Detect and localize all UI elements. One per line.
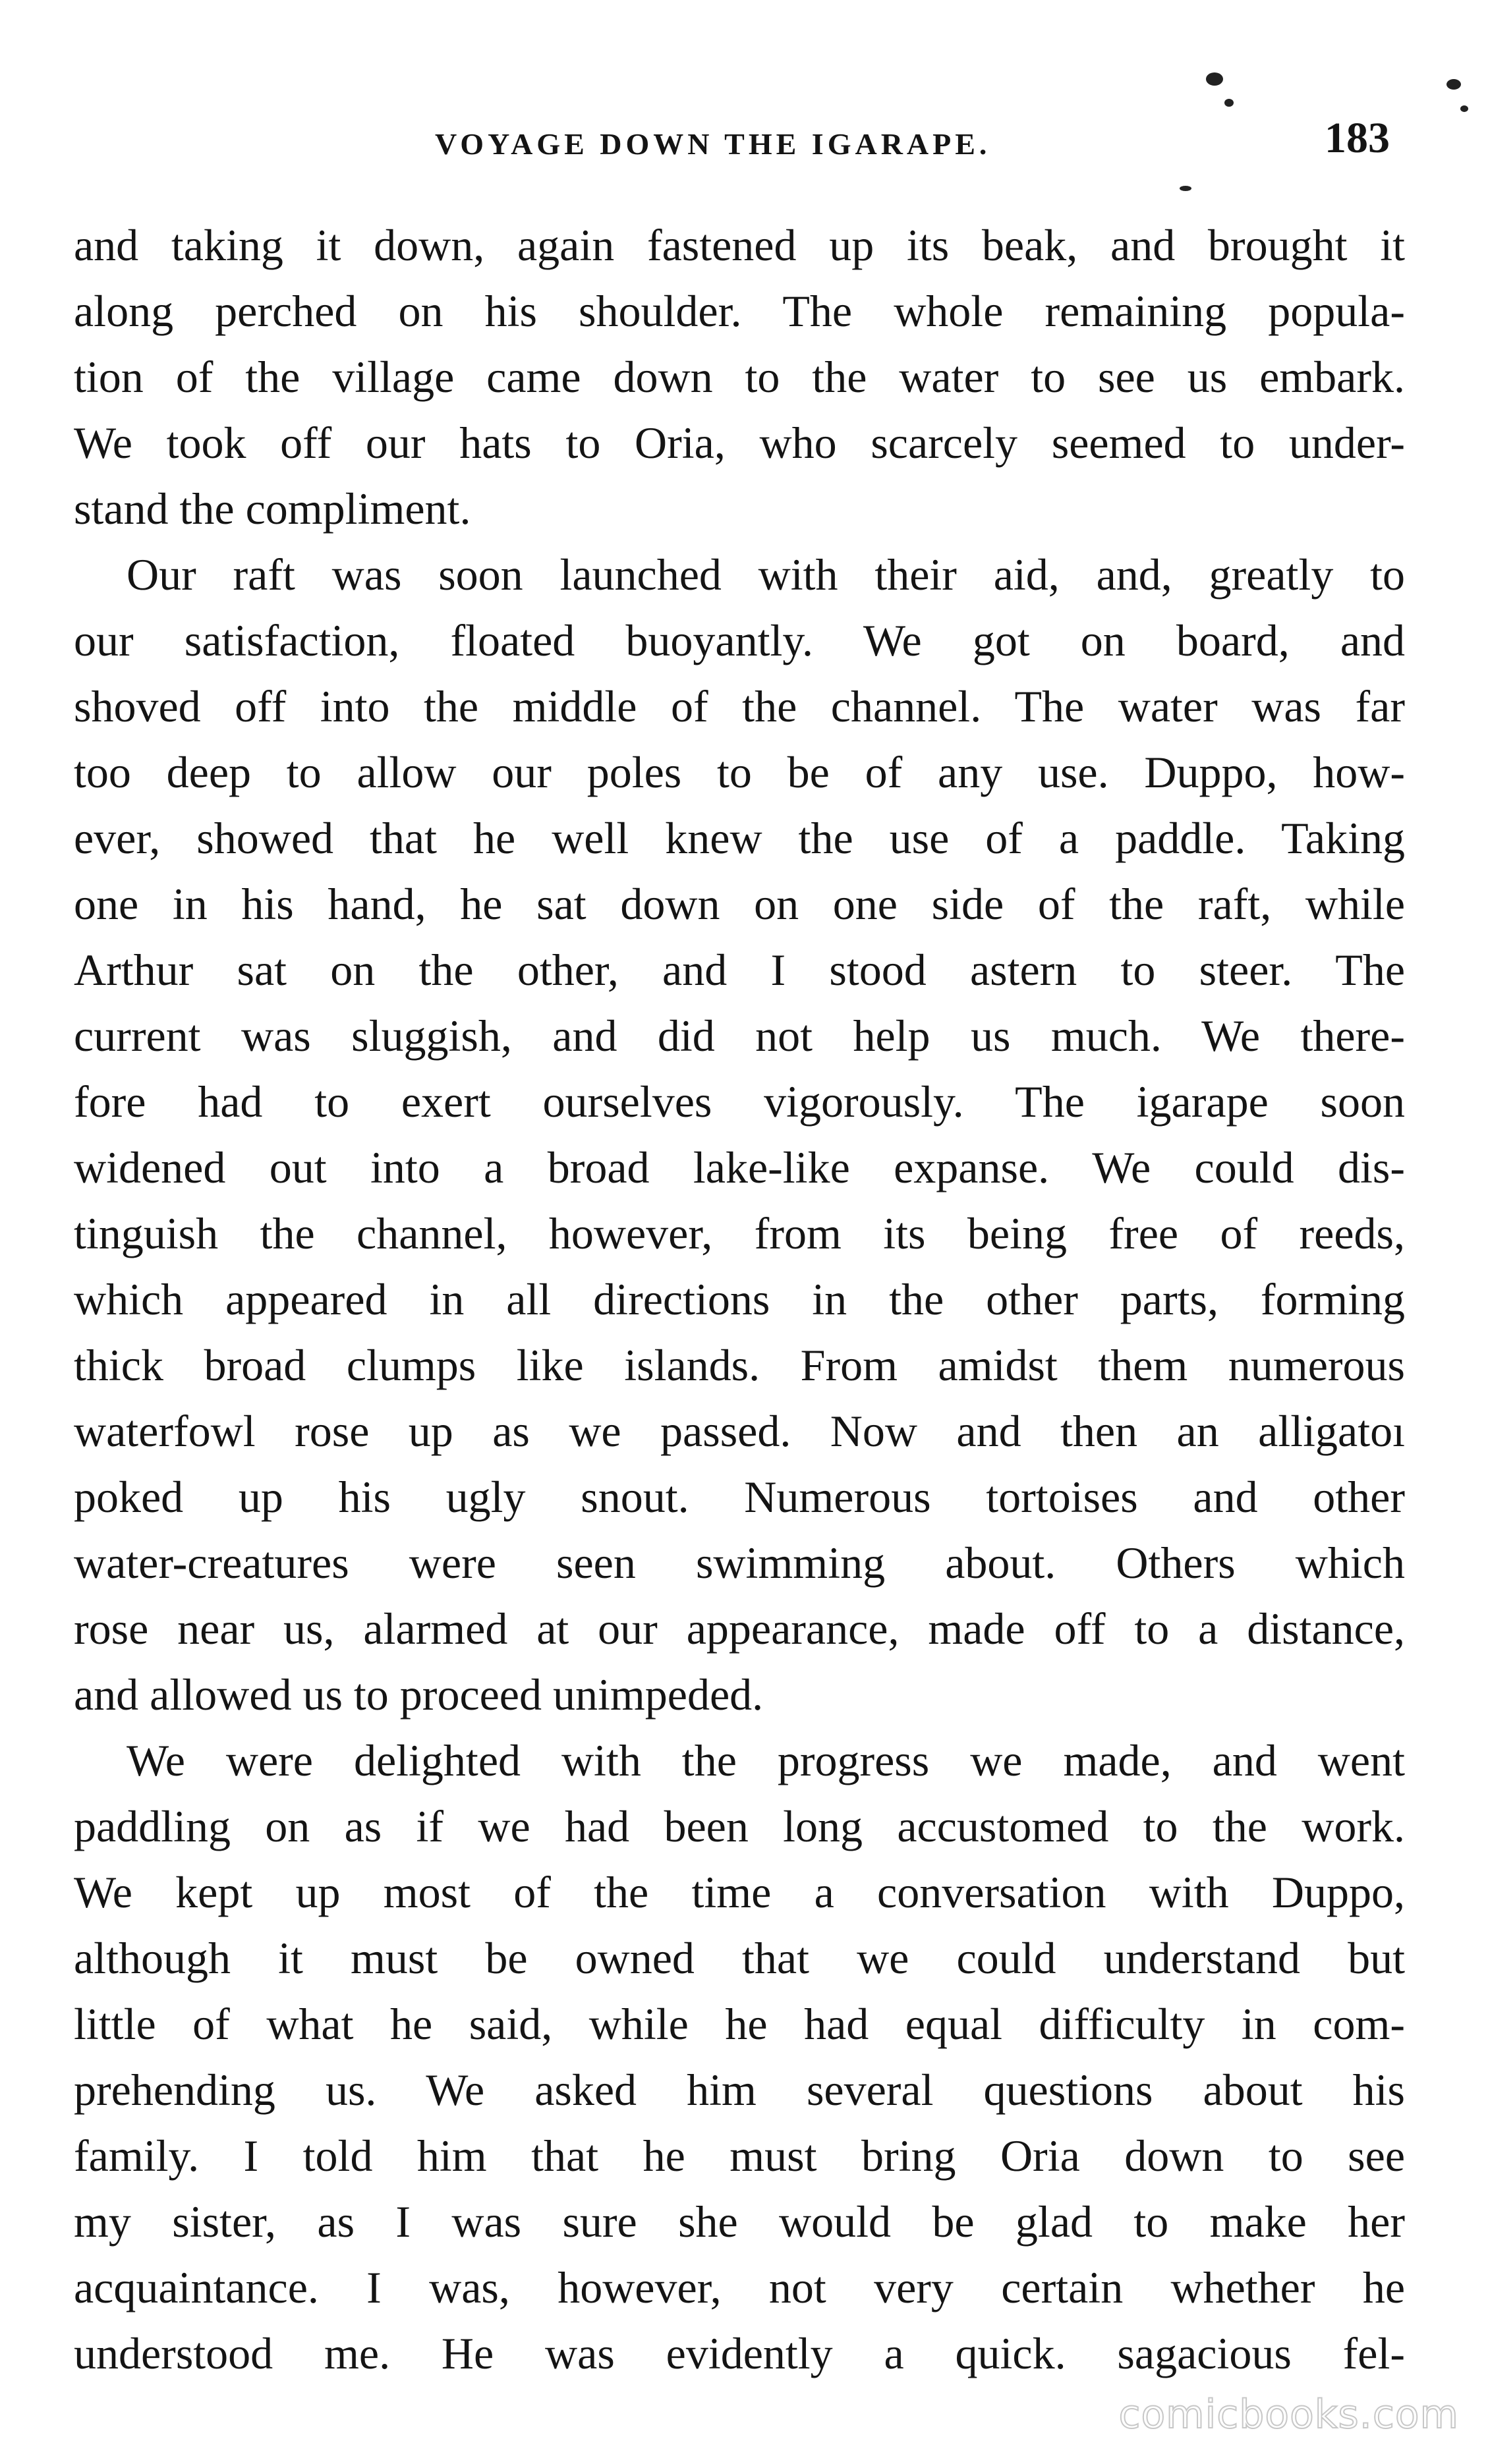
text-line: along perched on his shoulder. The whole remaining popula- [74, 286, 1405, 336]
text-line: stand the compliment. [74, 484, 471, 534]
text-line: We were delighted with the progress we made, and went [127, 1735, 1405, 1785]
text-line: widened out into a broad lake-like expanse. We could dis- [74, 1142, 1405, 1192]
text-line: acquaintance. I was, however, not very certain whether he [74, 2262, 1405, 2312]
text-line: prehending us. We asked him several questions about his [74, 2065, 1405, 2115]
text-line: ever, showed that he well knew the use of a paddle. Taking [74, 813, 1405, 863]
ink-speck [1446, 79, 1461, 90]
page-number: 183 [1325, 114, 1390, 162]
text-line: We kept up most of the time a conversation with Duppo, [74, 1867, 1405, 1917]
text-line: one in his hand, he sat down on one side of the raft, while [74, 879, 1405, 929]
ink-speck [1180, 186, 1191, 191]
ink-speck [1206, 72, 1223, 86]
text-line: Arthur sat on the other, and I stood astern to steer. The [74, 945, 1405, 995]
text-line: too deep to allow our poles to be of any use. Duppo, how- [74, 747, 1405, 797]
ink-speck [1460, 105, 1468, 112]
watermark-logo: comicbooks.com [1118, 2392, 1459, 2438]
text-line: tinguish the channel, however, from its being free of reeds, [74, 1208, 1405, 1258]
text-line: tion of the village came down to the water to see us embark. [74, 352, 1405, 402]
text-line: poked up his ugly snout. Numerous tortoises and other [74, 1472, 1405, 1522]
text-line: current was sluggish, and did not help us much. We there- [74, 1011, 1405, 1061]
text-line: our satisfaction, floated buoyantly. We got on board, and [74, 615, 1405, 665]
text-line: and taking it down, again fastened up its beak, and brought it [74, 220, 1405, 270]
text-line: understood me. He was evidently a quick. sagacious fel- [74, 2328, 1405, 2378]
text-line: fore had to exert ourselves vigorously. The igarape soon [74, 1077, 1405, 1127]
text-line: rose near us, alarmed at our appearance, made off to a distance, [74, 1604, 1405, 1654]
text-line: which appeared in all directions in the other parts, forming [74, 1274, 1405, 1324]
text-line: Our raft was soon launched with their aid, and, greatly to [127, 549, 1405, 600]
running-head: VOYAGE DOWN THE IGARAPE. [435, 127, 991, 161]
text-line: waterfowl rose up as we passed. Now and then an alligatoı [74, 1406, 1405, 1456]
body-text [74, 212, 1405, 2386]
text-line: water-creatures were seen swimming about. Others which [74, 1538, 1405, 1588]
text-line: little of what he said, while he had equal difficulty in com- [74, 1999, 1405, 2049]
text-line: and allowed us to proceed unimpeded. [74, 1669, 764, 1720]
text-line: We took off our hats to Oria, who scarcely seemed to under- [74, 418, 1405, 468]
text-line: although it must be owned that we could understand but [74, 1933, 1405, 1983]
text-line: paddling on as if we had been long accustomed to the work. [74, 1801, 1405, 1851]
text-line: family. I told him that he must bring Oria down to see [74, 2131, 1405, 2181]
text-line: thick broad clumps like islands. From amidst them numerous [74, 1340, 1405, 1390]
text-line: shoved off into the middle of the channel. The water was far [74, 681, 1405, 731]
ink-speck [1224, 99, 1234, 107]
text-line: my sister, as I was sure she would be glad to make her [74, 2197, 1405, 2247]
